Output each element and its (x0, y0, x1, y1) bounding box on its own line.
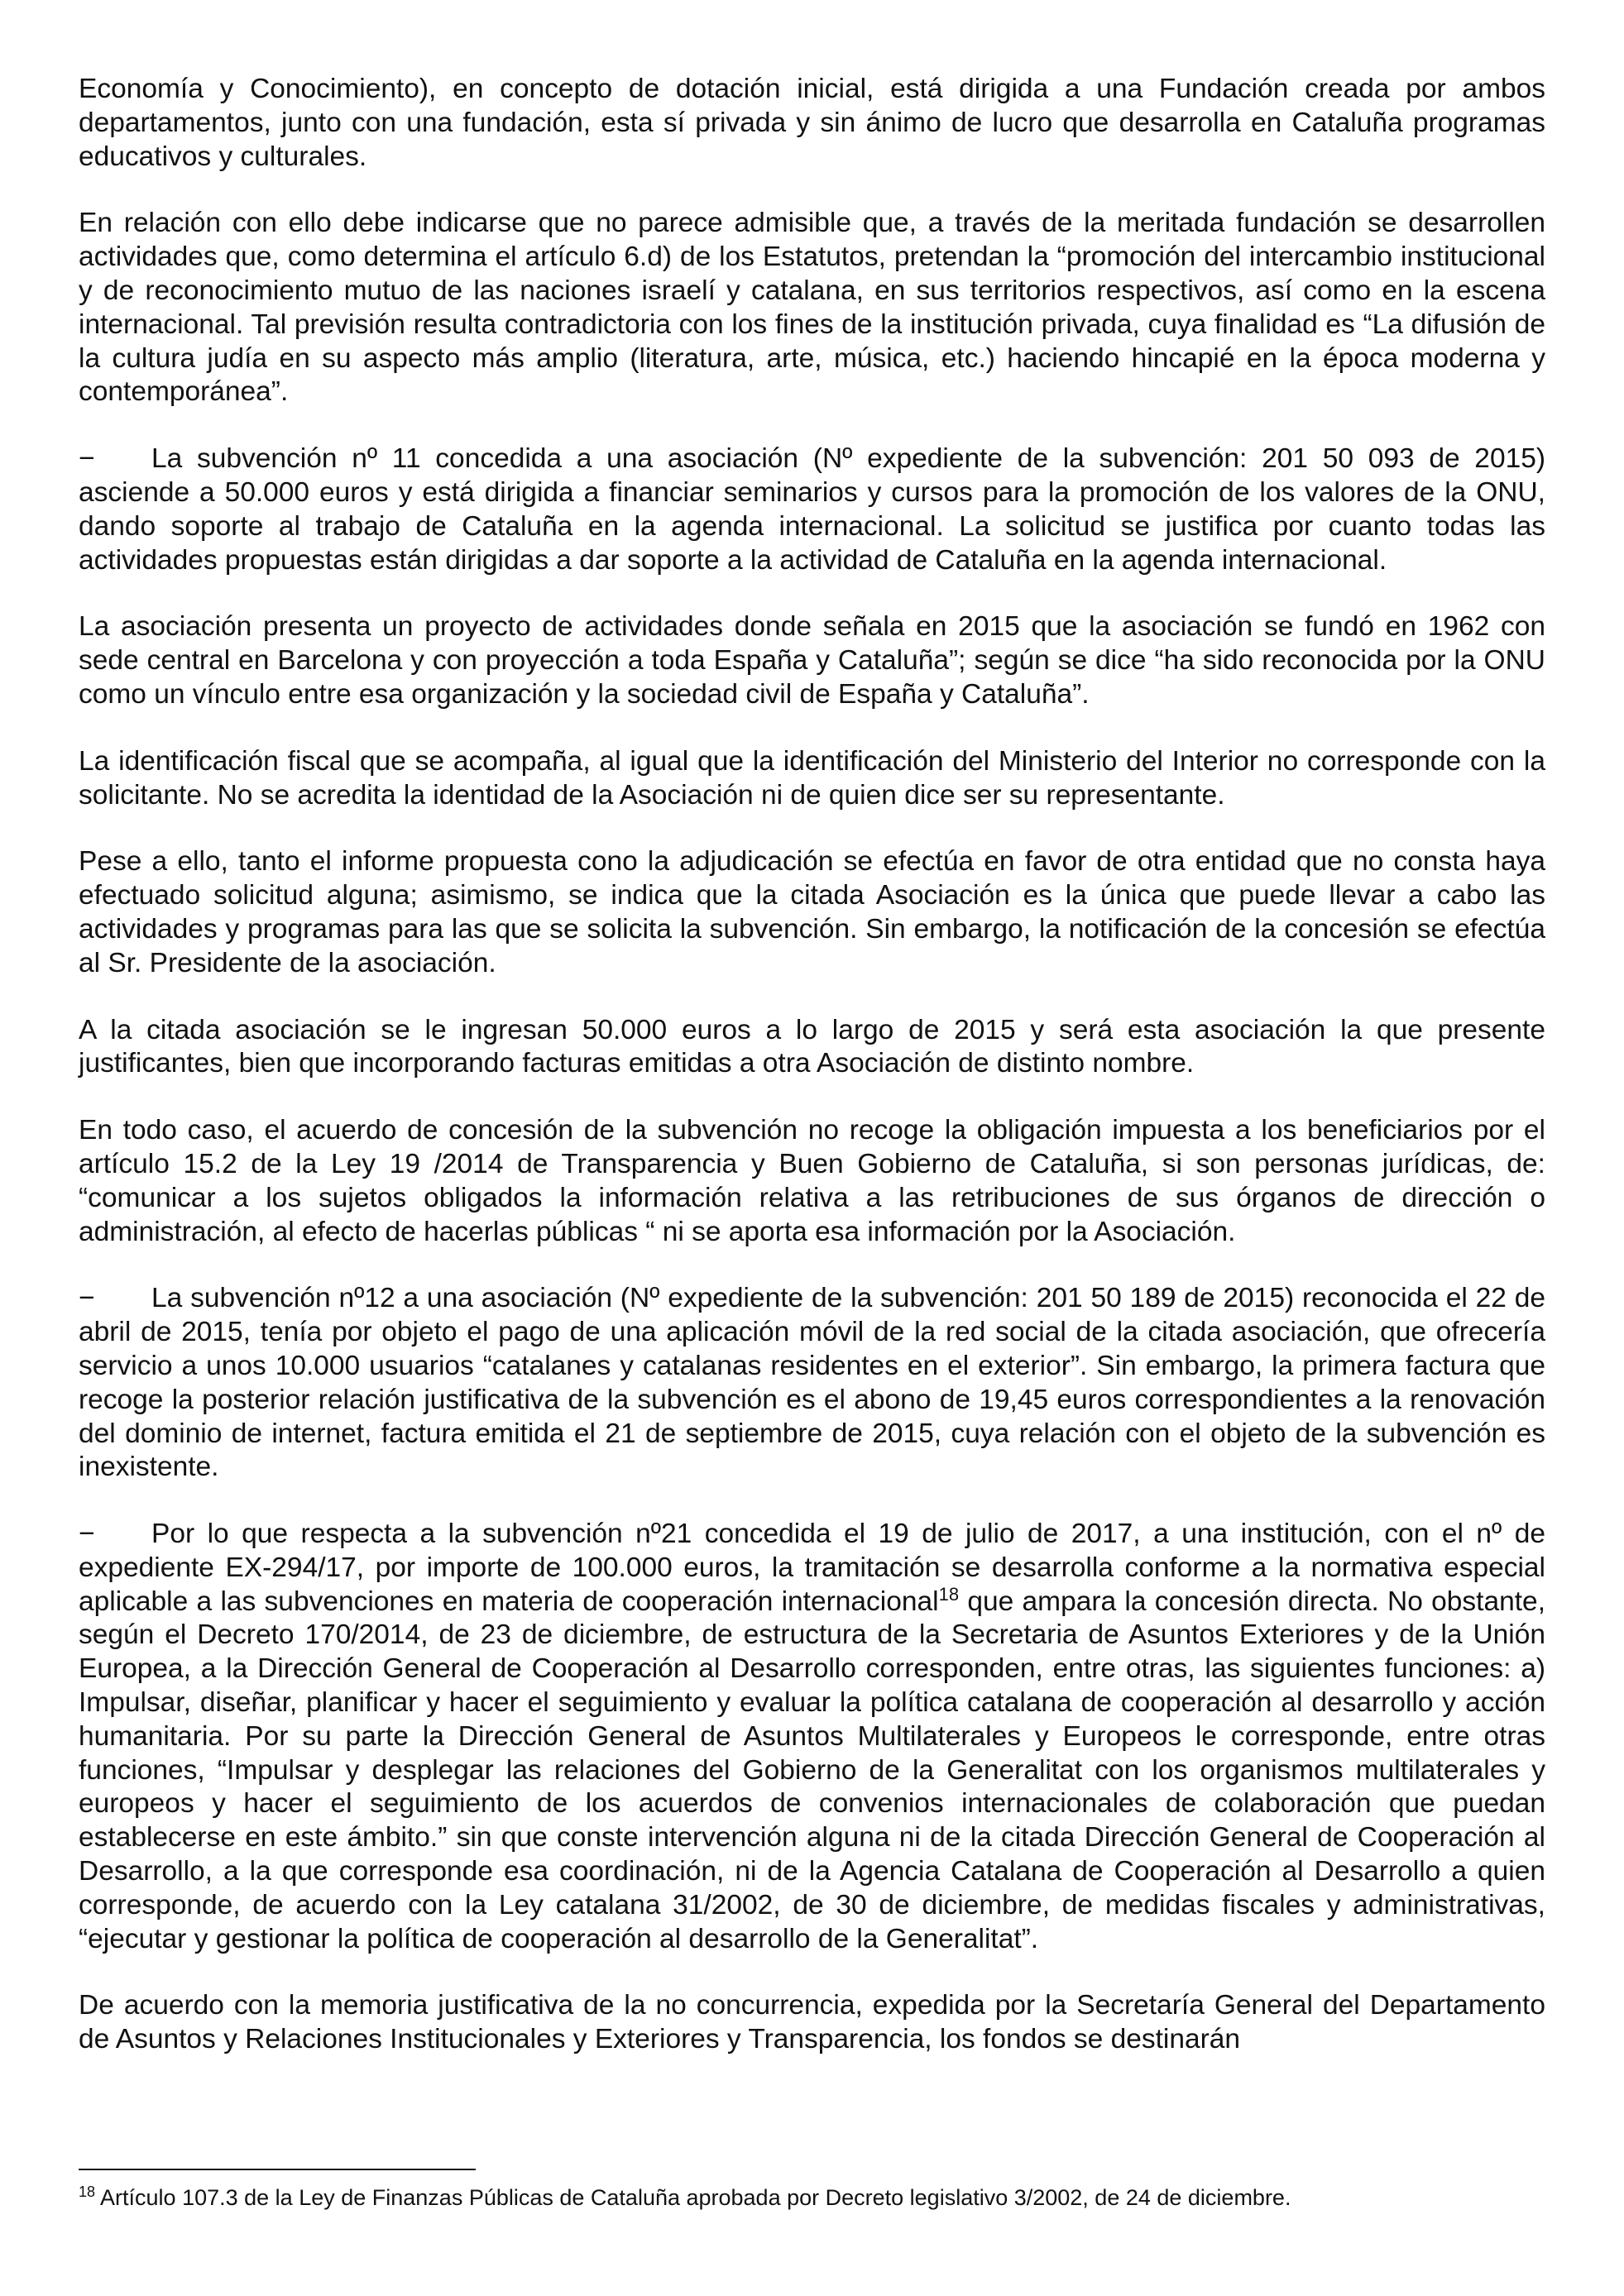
footnote-number: 18 (79, 2184, 96, 2200)
paragraph-adjudicacion (79, 845, 1545, 980)
paragraph-text: La subvención nº12 a una asociación (Nº expediente de la subvención: 201 50 189 de 2015) reconocida el 22 de abril de 2015, tenía por objeto el pago de una aplicación móvil de la red social de la citada asociación, que ofrecería servicio a unos 10.000 usuarios “catalanes y catalanas residentes en el exterior”. Sin embargo, la primera factura que recoge la posterior relación justificativa de la subvención es el abono de 19,45 euros correspondientes a la renovación del dominio de internet, factura emitida el 21 de septiembre de 2015, cuya relación con el objeto de la subvención es inexistente. (79, 1283, 1545, 1483)
paragraph-text: La subvención nº 11 concedida a una asociación (Nº expediente de la subvención: 201 50 093 de 2015) asciende a 50.000 euros y está dirigida a financiar seminarios y cursos para la promoción de los valores de la ONU, dando soporte al trabajo de Cataluña en la agenda internacional. La solicitud se justifica por cuanto todas las actividades propuestas están dirigidas a dar soporte a la actividad de Cataluña en la agenda internacional. (79, 443, 1545, 576)
paragraph-identificacion-fiscal (79, 745, 1545, 813)
footnote-divider (79, 2169, 476, 2170)
paragraph-ingresos (79, 1014, 1545, 1082)
paragraph-transparencia (79, 1114, 1545, 1249)
paragraph-subvencion-12 (79, 1282, 1545, 1485)
dash-bullet-icon: − (79, 1519, 95, 1550)
paragraph-text: En relación con ello debe indicarse que no parece admisible que, a través de la meritada fundación se desarrollen actividades que, como determina el artículo 6.d) de los Estatutos, pretendan la “promoción del intercambio institucional y de reconocimiento mutuo de las naciones israelí y catalana, en sus territorios respectivos, así como en la escena internacional. Tal previsión resulta contradictoria con los fines de la institución privada, cuya finalidad es “La difusión de la cultura judía en su aspecto más amplio (literatura, arte, música, etc.) haciendo hincapié en la época moderna y contemporánea”. (79, 208, 1545, 408)
footnote-reference[interactable]: 18 (938, 1583, 960, 1605)
paragraph-text: De acuerdo con la memoria justificativa de la no concurrencia, expedida por la Secretaría General del Departamento de Asuntos y Relaciones Institucionales y Exteriores y Transparencia, los fondos se destinarán (79, 1990, 1545, 2055)
paragraph-estatutos (79, 207, 1545, 409)
paragraph-text: que ampara la concesión directa. No obstante, según el Decreto 170/2014, de 23 de diciembre, de estructura de la Secretaria de Asuntos Exteriores y de la Unión Europea, a la Dirección General de Cooperación al Desarrollo corresponden, entre otras, las siguientes funciones: a) Impulsar, diseñar, planificar y hacer el seguimiento y evaluar la política catalana de cooperación al desarrollo y acción humanitaria. Por su parte la Dirección General de Asuntos Multilaterales y Europeos le corresponde, entre otras funciones, “Impulsar y desplegar las relaciones del Gobierno de la Generalitat con los organismos multilaterales y europeos y hacer el seguimiento de los acuerdos de convenios internacionales de colaboración que puedan establecerse en este ámbito.” sin que conste intervención alguna ni de la citada Dirección General de Cooperación al Desarrollo, a la que corresponde esa coordinación, ni de la Agencia Catalana de Cooperación al Desarrollo a quien corresponde, de acuerdo con la Ley catalana 31/2002, de 30 de diciembre, de medidas fiscales y administrativas, “ejecutar y gestionar la política de cooperación al desarrollo de la Generalitat”. (79, 1586, 1545, 1954)
footnote (79, 2184, 1545, 2212)
dash-bullet-icon: − (79, 1283, 95, 1314)
paragraph-fundacion-intro (79, 73, 1545, 174)
paragraph-text: Pese a ello, tanto el informe propuesta cono la adjudicación se efectúa en favor de otra entidad que no consta haya efectuado solicitud alguna; asimismo, se indica que la citada Asociación es la única que puede llevar a cabo las actividades y programas para las que se solicita la subvención. Sin embargo, la notificación de la concesión se efectúa al Sr. Presidente de la asociación. (79, 846, 1545, 978)
paragraph-proyecto-actividades (79, 610, 1545, 711)
paragraph-subvencion-11 (79, 442, 1545, 577)
paragraph-text: Economía y Conocimiento), en concepto de dotación inicial, está dirigida a una Fundación creada por ambos departamentos, junto con una fundación, esta sí privada y sin ánimo de lucro que desarrolla en Cataluña programas educativos y culturales. (79, 74, 1545, 172)
paragraph-memoria-justificativa (79, 1989, 1545, 2057)
paragraph-text: Por lo que respecta a la subvención nº21 concedida el 19 de julio de 2017, a una institución, con el nº de expediente EX-294/17, por importe de 100.000 euros, la tramitación se desarrolla conforme a la normativa especial aplicable a las subvenciones en materia de cooperación internacional (79, 1519, 1545, 1617)
dash-bullet-icon: − (79, 443, 95, 475)
paragraph-text: A la citada asociación se le ingresan 50.000 euros a lo largo de 2015 y será esta asociación la que presente justificantes, bien que incorporando facturas emitidas a otra Asociación de distinto nombre. (79, 1014, 1545, 1079)
paragraph-text: La identificación fiscal que se acompaña, al igual que la identificación del Ministerio del Interior no corresponde con la solicitante. No se acredita la identidad de la Asociación ni de quien dice ser su representante. (79, 745, 1545, 811)
footnote-text: Artículo 107.3 de la Ley de Finanzas Públicas de Cataluña aprobada por Decreto legislativo 3/2002, de 24 de diciembre. (95, 2185, 1291, 2210)
paragraph-text: En todo caso, el acuerdo de concesión de la subvención no recoge la obligación impuesta a los beneficiarios por el artículo 15.2 de la Ley 19 /2014 de Transparencia y Buen Gobierno de Cataluña, si son personas jurídicas, de: “comunicar a los sujetos obligados la información relativa a las retribuciones de sus órganos de dirección o administración, al efecto de hacerlas públicas “ ni se aporta esa información por la Asociación. (79, 1115, 1545, 1247)
paragraph-subvencion-21 (79, 1518, 1545, 1956)
document-body (79, 73, 1545, 2090)
paragraph-text: La asociación presenta un proyecto de actividades donde señala en 2015 que la asociación se fundó en 1962 con sede central en Barcelona y con proyección a toda España y Cataluña”; según se dice “ha sido reconocida por la ONU como un vínculo entre esa organización y la sociedad civil de España y Cataluña”. (79, 611, 1545, 710)
